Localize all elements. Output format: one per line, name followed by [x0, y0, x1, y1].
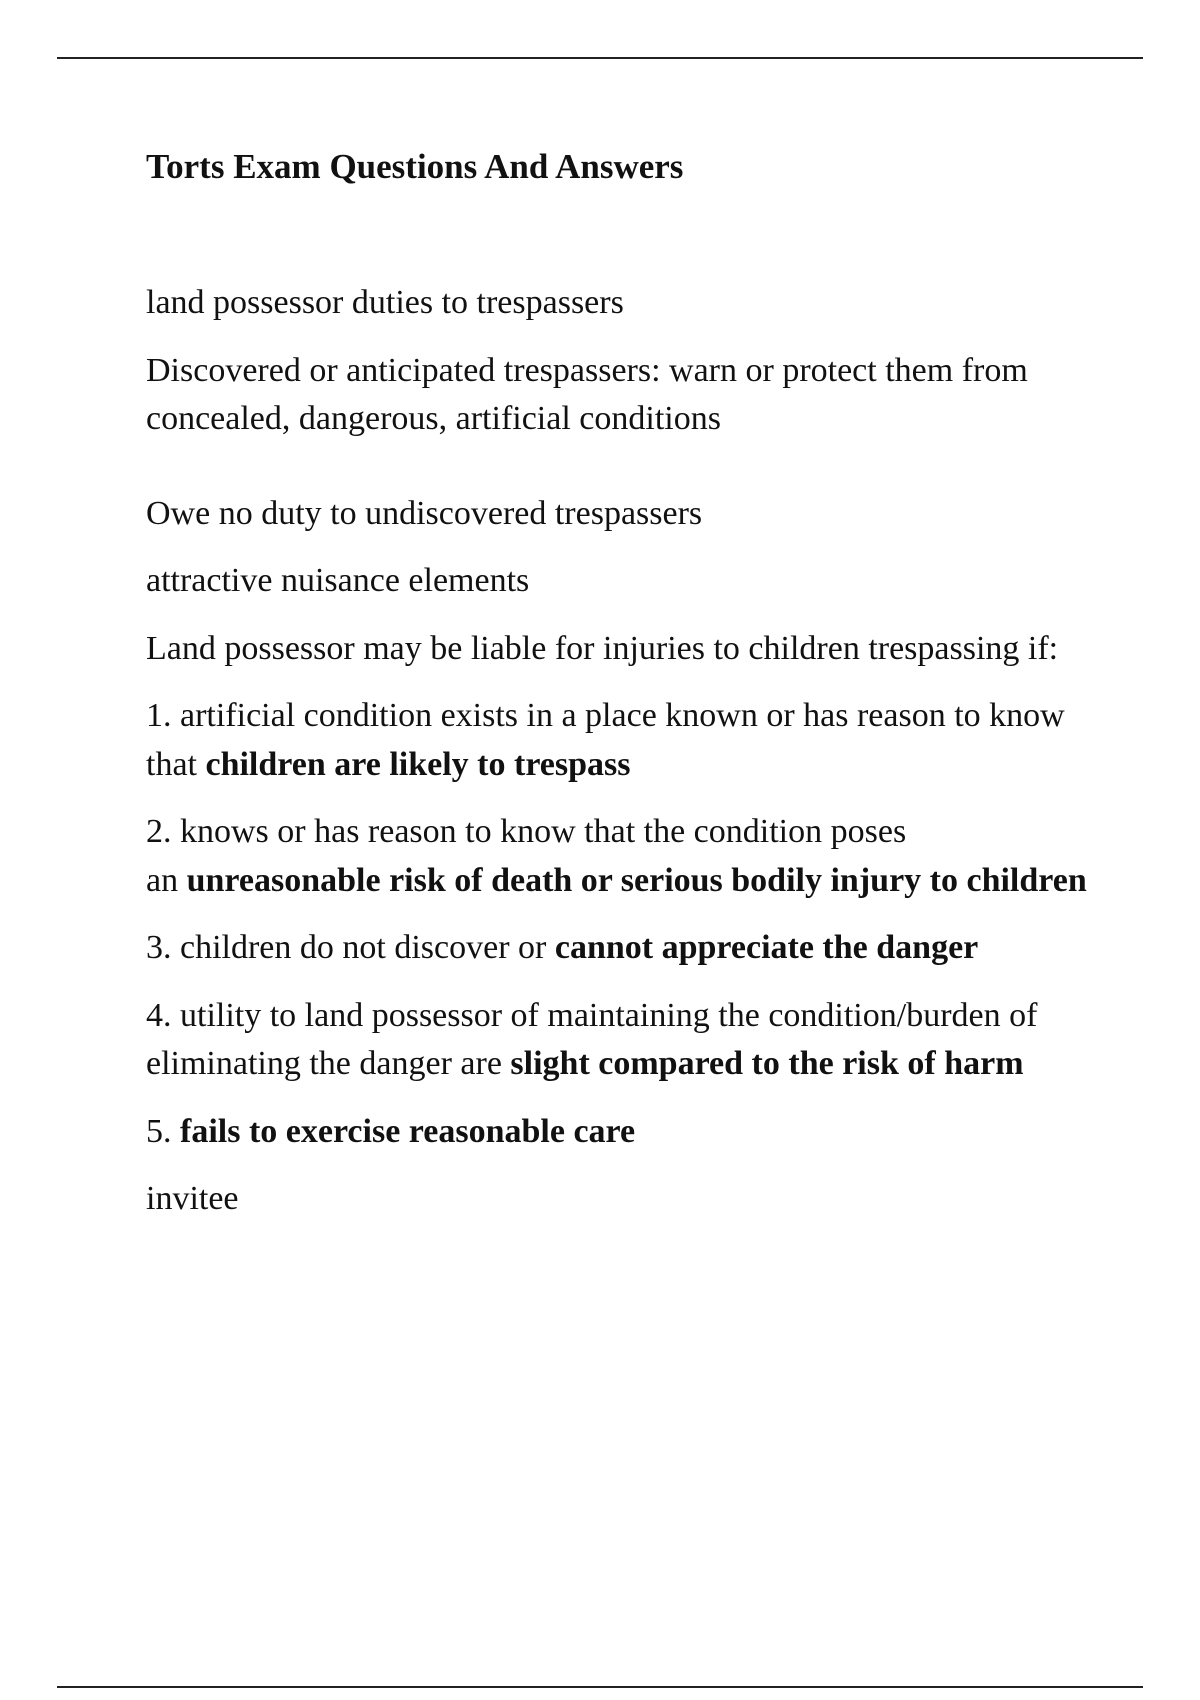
text-run: Owe no duty to undiscovered trespassers [146, 494, 703, 532]
term-paragraph [146, 1175, 1106, 1224]
bold-run: cannot appreciate the danger [554, 929, 979, 966]
term-paragraph [146, 557, 1106, 606]
bold-run: unreasonable risk of death or serious bodily injury to children [186, 861, 1087, 899]
bold-run: fails to exercise reasonable care [180, 1112, 636, 1150]
list-item [146, 1108, 1106, 1157]
text-run: 4. utility to land possessor of maintaining the condition/burden of eliminating the danger are [146, 996, 1038, 1082]
top-rule [57, 57, 1143, 59]
list-item [146, 924, 1106, 973]
document-title: Torts Exam Questions And Answers [146, 147, 684, 186]
bold-run: slight compared to the risk of harm [510, 1045, 1024, 1082]
bottom-rule [57, 1686, 1143, 1688]
list-item [146, 692, 1106, 789]
text-run: attractive nuisance elements [146, 562, 530, 599]
definition-paragraph [146, 625, 1106, 674]
definition-paragraph [146, 347, 1106, 444]
text-run: Land possessor may be liable for injuries to children trespassing if: [146, 629, 1059, 667]
text-run: invitee [146, 1180, 239, 1217]
text-run: Discovered or anticipated trespassers: warn or protect them from concealed, dangerous, artificial conditions [146, 351, 1028, 437]
document-body [146, 279, 1106, 1243]
text-run: 5. [146, 1112, 180, 1150]
term-paragraph [146, 279, 1106, 328]
text-run: 1. artificial condition exists in a place known or has reason to know that [146, 697, 1065, 783]
list-item [146, 808, 1106, 905]
text-run: land possessor duties to trespassers [146, 284, 624, 321]
text-run: an [146, 861, 187, 899]
definition-paragraph [146, 490, 1106, 539]
text-run: 3. children do not discover or [146, 929, 555, 966]
text-run: 2. knows or has reason to know that the condition poses [146, 813, 907, 850]
list-item [146, 992, 1106, 1089]
bold-run: children are likely to trespass [205, 745, 631, 783]
